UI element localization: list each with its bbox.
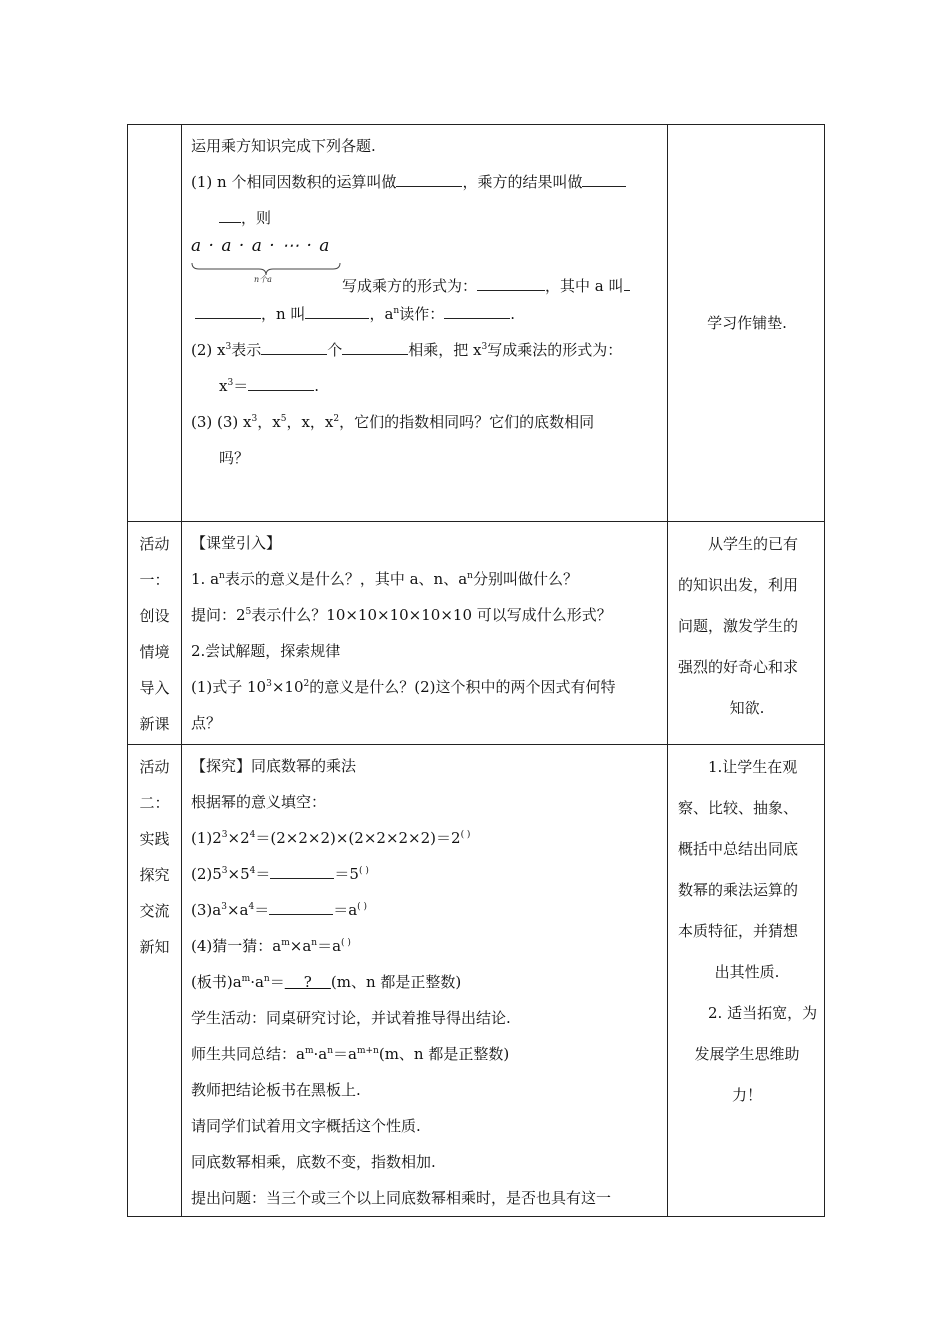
- text-line: 师生共同总结：$a^m\cdot a^n=a^{m+n}(m$、n 都是正整数): [191, 1045, 510, 1063]
- text-line: (4)猜一猜：$a^m\times a^n=a^{( )}$: [191, 937, 351, 955]
- text-line: 点？: [191, 714, 222, 732]
- note-text: 问题，激发学生的: [678, 617, 799, 635]
- table-row: [128, 125, 825, 522]
- text-line: 教师把结论板书在黑板上.: [191, 1081, 361, 1099]
- note-text: 察、比较、抽象、: [678, 799, 799, 817]
- text-line: 运用乘方知识完成下列各题.: [191, 137, 376, 155]
- activity-label-cell: 活动 二： 实践 探究 交流 新知: [128, 745, 182, 1217]
- answer-blank: [269, 900, 333, 915]
- answer-blank: [261, 340, 327, 355]
- text-line: (板书)$a^m\cdot a^n=$ ? (m、n 都是正整数): [191, 973, 462, 991]
- power-formula: [191, 236, 667, 296]
- table-row: [128, 522, 825, 745]
- note-text: 1.让学生在观: [708, 758, 798, 776]
- content-cell: [182, 125, 668, 522]
- answer-blank: [582, 172, 626, 187]
- answer-blank: [195, 304, 261, 319]
- answer-blank: [219, 208, 241, 223]
- text-line: 提出问题：当三个或三个以上同底数幂相乘时，是否也具有这一: [191, 1189, 612, 1207]
- answer-blank: [270, 864, 334, 879]
- text-line: $(3)a^3\times a^4= =a^{( )}$: [191, 901, 368, 919]
- text-line: (1)式子 $10^3\times 10^2$的意义是什么？(2)这个积中的两个因式有何特: [191, 678, 616, 696]
- activity-label-cell: [128, 125, 182, 522]
- activity-label-cell: 活动 一： 创设 情境 导入 新课: [128, 522, 182, 745]
- text-line: 1. $a^n$表示的意义是什么？，其中 a、n、$a^n$分别叫做什么？: [191, 570, 578, 588]
- note-text: 学习作铺垫.: [707, 313, 787, 332]
- note-text: 2. 适当拓宽，为: [708, 1004, 818, 1022]
- note-cell: [668, 125, 825, 522]
- answer-blank: [248, 376, 314, 391]
- note-text: 概括中总结出同底: [678, 840, 799, 858]
- text-line: (1) n 个相同因数积的运算叫做 ，乘方的结果叫做: [191, 164, 667, 200]
- text-line: 吗？: [219, 449, 250, 467]
- answer-blank: [477, 276, 545, 291]
- text-line: 请同学们试着用文字概括这个性质.: [191, 1117, 421, 1135]
- answer-blank: [396, 172, 462, 187]
- note-text: 数幂的乘法运算的: [678, 881, 799, 899]
- product-expression: a · a · a · ⋯ · a: [191, 236, 331, 256]
- content-cell: [182, 522, 668, 745]
- text-line: $x^3=$ .: [219, 377, 319, 395]
- text-line: 提问：$2^5$表示什么？10×10×10×10×10 可以写成什么形式？: [191, 606, 612, 624]
- note-text: 本质特征，并猜想: [678, 922, 799, 940]
- text-line: 2.尝试解题，探索规律: [191, 642, 341, 660]
- text-line: $(1)2^3\times 2^4=(2\times 2\times 2)\times(2\times 2\times 2\times 2)=2^{( )}$: [191, 829, 471, 847]
- section-heading: 【课堂引入】: [191, 534, 282, 552]
- text-line: (3) (3) $x^3$，$x^5$，x，$x^2$，它们的指数相同吗？它们的底数相同: [191, 413, 595, 431]
- brace-label: n个a: [254, 275, 272, 284]
- note-text: 从学生的已有: [708, 535, 799, 553]
- answer-blank: ?: [284, 973, 331, 991]
- note-text: 强烈的好奇心和求: [678, 658, 799, 676]
- answer-blank: [444, 304, 510, 319]
- answer-blank: [305, 304, 369, 319]
- lesson-plan-table: [127, 124, 825, 1217]
- content-cell: [182, 745, 668, 1217]
- note-cell: [668, 522, 825, 745]
- section-heading: 【探究】同底数幂的乘法: [191, 757, 357, 775]
- text-line: $(2)5^3\times 5^4= =5^{( )}$: [191, 865, 369, 883]
- note-text: 发展学生思维助: [694, 1045, 800, 1063]
- text-line: (2) $x^3$表示 个 相乘，把 $x^3$写成乘法的形式为：: [191, 341, 623, 359]
- note-text: 知欲.: [729, 699, 765, 717]
- text-line: 同底数幂相乘，底数不变，指数相加.: [191, 1153, 436, 1171]
- text-line: 根据幂的意义填空：: [191, 793, 327, 811]
- note-text: 的知识出发，利用: [678, 576, 799, 594]
- note-cell: [668, 745, 825, 1217]
- text-line: ，则: [191, 200, 667, 236]
- answer-blank: [624, 276, 630, 291]
- answer-blank: [342, 340, 408, 355]
- note-text: 出其性质.: [714, 963, 780, 981]
- table-row: [128, 745, 825, 1217]
- note-text: 力！: [731, 1086, 762, 1104]
- text-line: ，n 叫 ，$a^n$读作： .: [191, 296, 667, 332]
- text-line: 学生活动：同桌研究讨论，并试着推导得出结论.: [191, 1009, 511, 1027]
- text-line: 写成乘方的形式为： ，其中 a 叫: [342, 268, 630, 304]
